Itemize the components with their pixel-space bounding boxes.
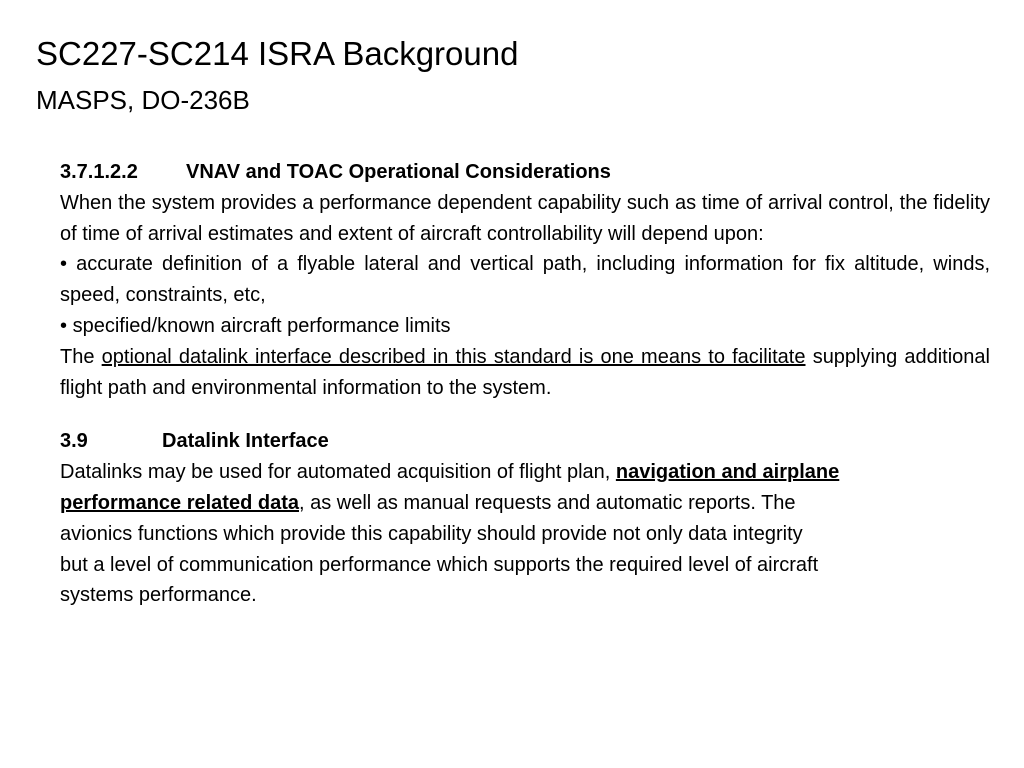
slide-title: SC227-SC214 ISRA Background bbox=[36, 35, 519, 72]
datalink-line-3: avionics functions which provide this capability should provide not only data integrity bbox=[60, 522, 803, 545]
closing-lead-text: The bbox=[60, 345, 95, 368]
section-title: VNAV and TOAC Operational Considerations bbox=[186, 161, 611, 183]
intro-text: When the system provides a performance dependent capability such as time of arrival control, the fidelity of time of arrival estimates and extent of aircraft controllability will depend upon: bbox=[60, 191, 990, 245]
datalink-paragraph bbox=[60, 457, 990, 611]
slide-body bbox=[60, 157, 990, 611]
bullet-marker: • bbox=[60, 314, 68, 337]
emphasis-performance-data: performance related data bbox=[60, 491, 299, 514]
datalink-line-2 bbox=[60, 488, 990, 519]
emphasis-nav-airplane: navigation and airplane bbox=[615, 461, 840, 484]
section-number: 3.7.1.2.2 bbox=[60, 161, 138, 183]
underlined-datalink-phrase: optional datalink interface described in this standard is one means to facilitate bbox=[101, 345, 806, 368]
datalink-lead-text: Datalinks may be used for automated acquisition of flight plan, bbox=[60, 461, 611, 484]
closing-tail-text: supplying additional flight path and environmental information to the system. bbox=[60, 345, 990, 399]
closing-paragraph bbox=[60, 342, 990, 404]
bullet-item-flyable-path bbox=[60, 249, 990, 311]
bullet-item-performance-limits bbox=[60, 311, 990, 342]
section-heading-vnav-toac bbox=[60, 157, 990, 188]
datalink-line-1 bbox=[60, 457, 990, 488]
section-spacer bbox=[60, 403, 990, 426]
datalink-line-4: but a level of communication performance which supports the required level of aircraft bbox=[60, 553, 819, 576]
section-heading-datalink-interface bbox=[60, 426, 990, 457]
section-intro-paragraph bbox=[60, 188, 990, 250]
bullet-text: accurate definition of a flyable lateral and vertical path, including information for fix altitude, winds, speed, constraints, etc, bbox=[60, 253, 991, 307]
section-title: Datalink Interface bbox=[162, 430, 329, 453]
datalink-line-2-tail: , as well as manual requests and automatic reports. The bbox=[298, 491, 796, 514]
bullet-text: specified/known aircraft performance limits bbox=[72, 314, 451, 337]
slide-subtitle: MASPS, DO-236B bbox=[36, 85, 250, 115]
datalink-line-5: systems performance. bbox=[60, 584, 257, 607]
section-number: 3.9 bbox=[60, 430, 88, 453]
bullet-marker: • bbox=[60, 253, 68, 276]
